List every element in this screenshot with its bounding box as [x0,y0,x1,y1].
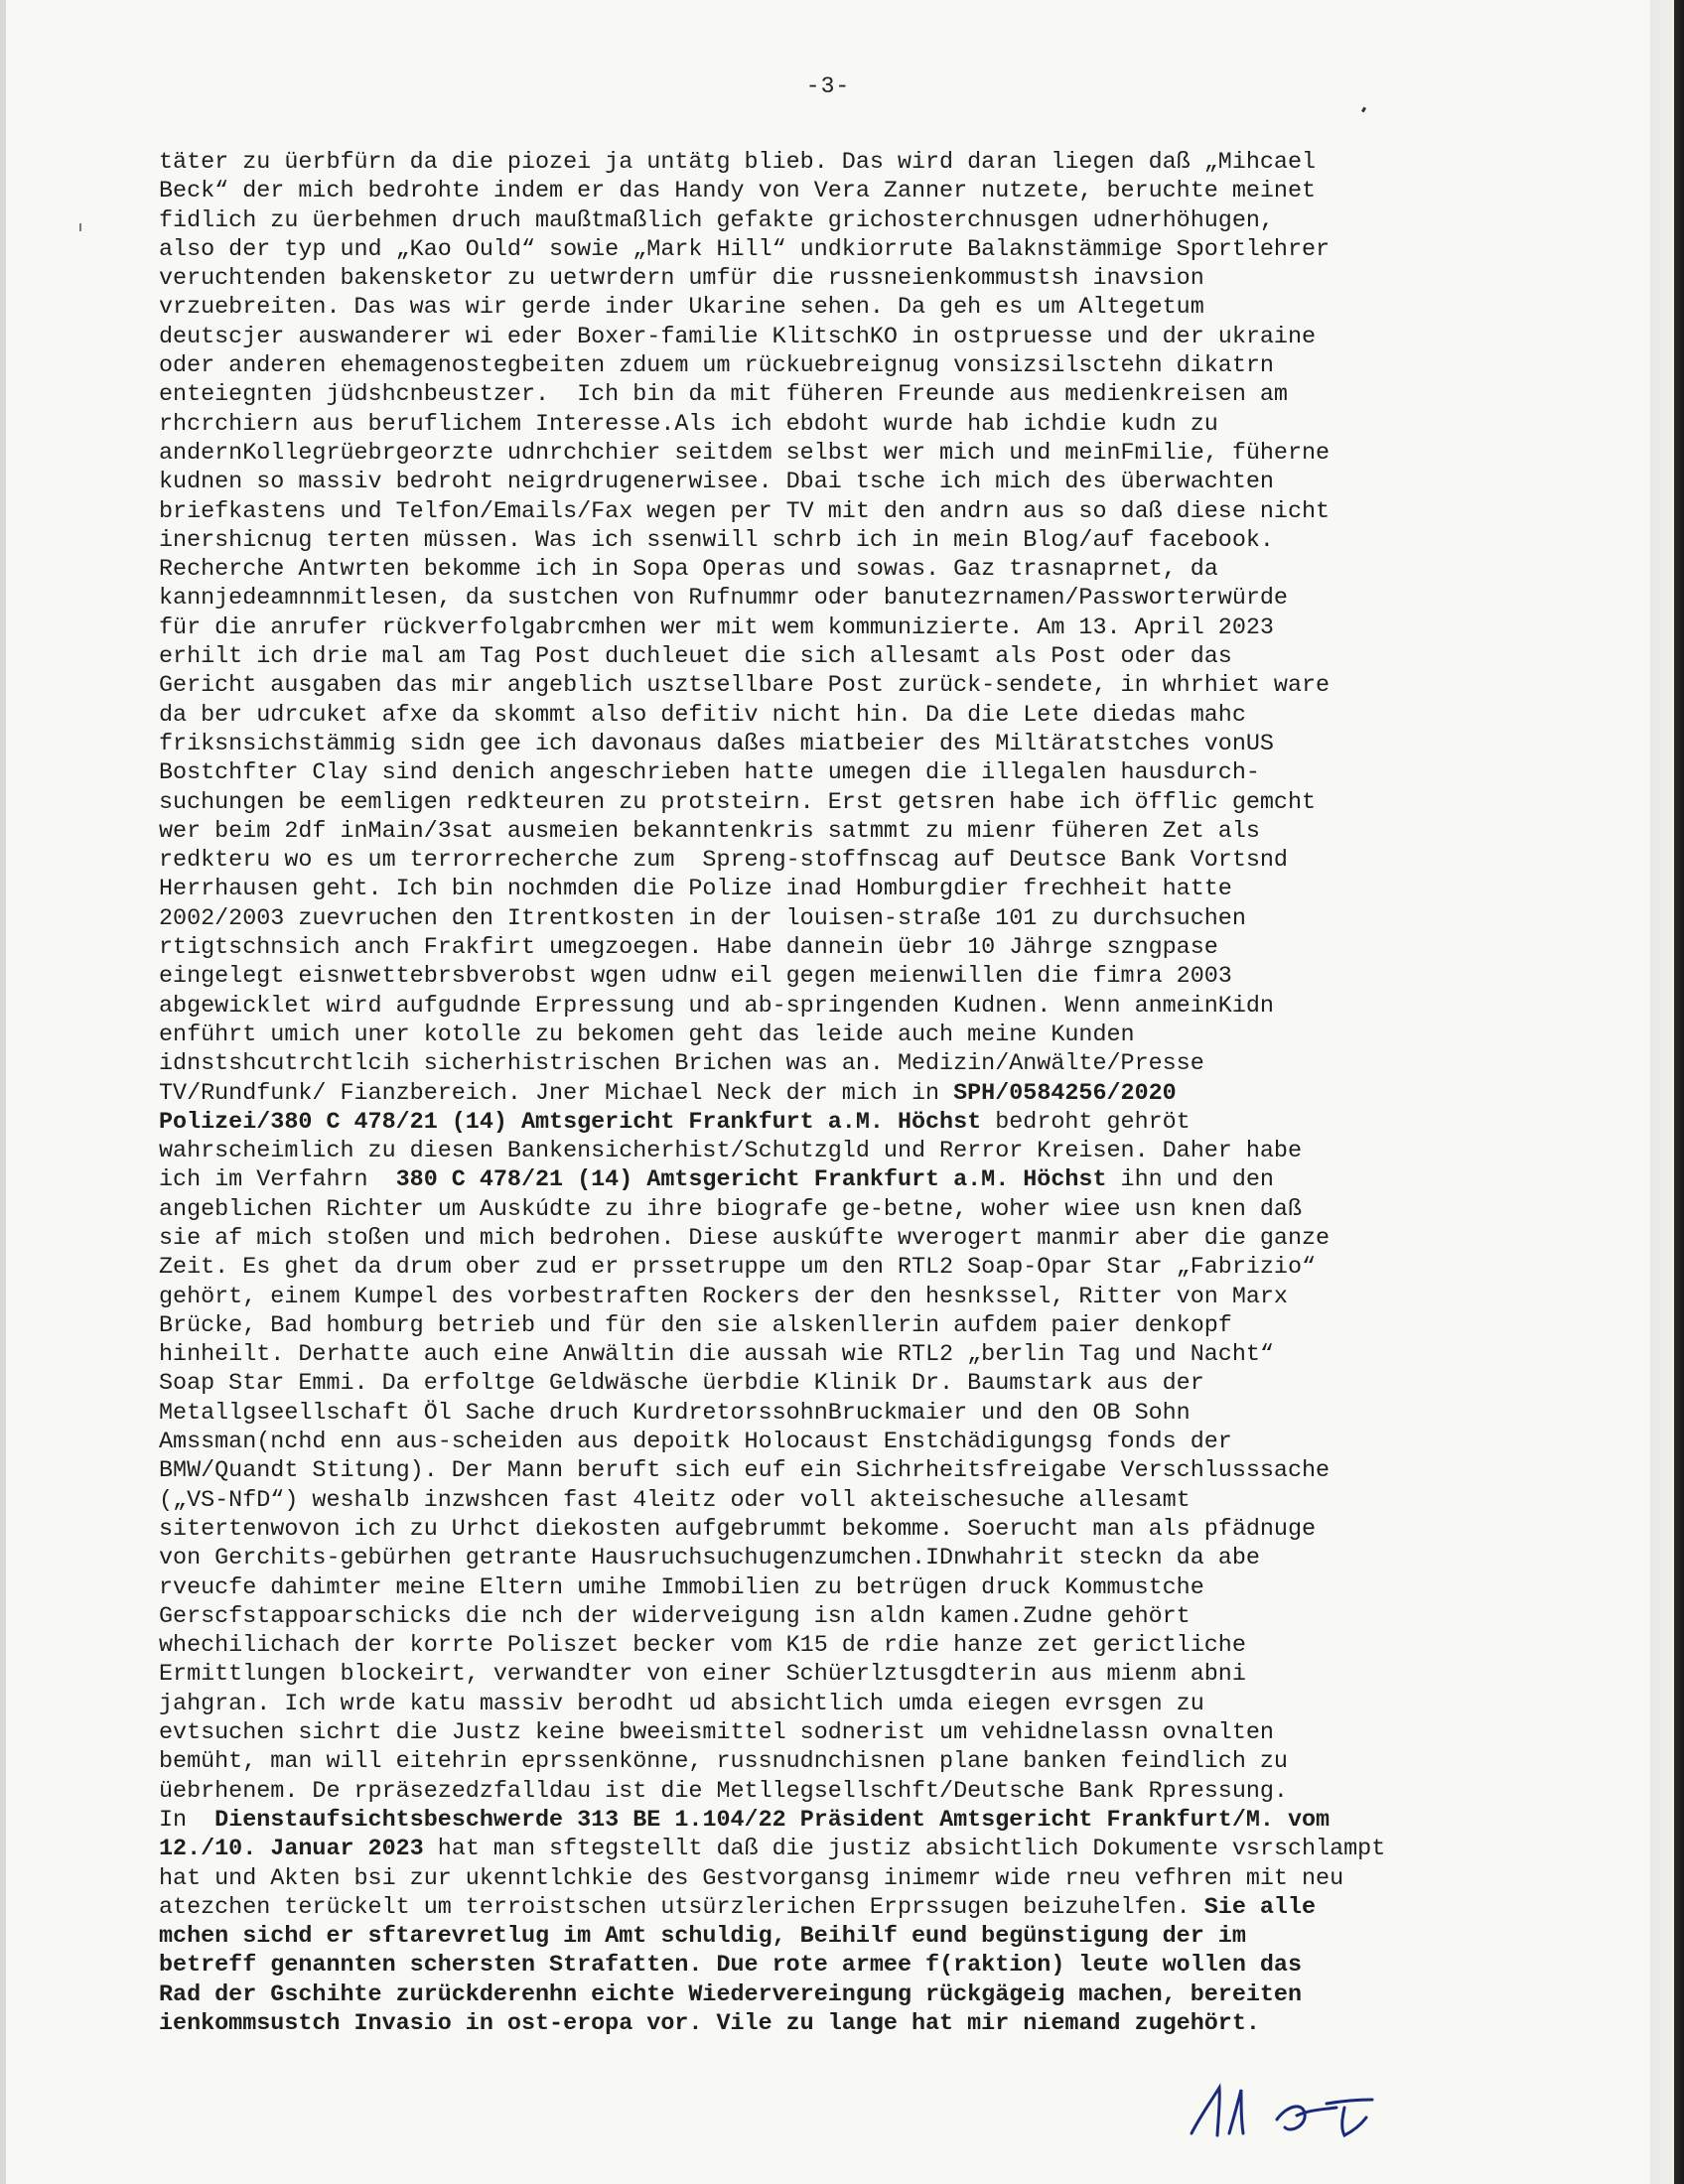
text-line [159,1836,1460,1864]
text-line [159,847,1460,876]
text-run: Recherche Antwrten bekomme ich in Sopa Operas und sowas. Gaz trasnaprnet, da [159,557,1218,584]
text-run: gehört, einem Kumpel des vorbestraften Rockers der den hesnkssel, Ritter von Marx [159,1284,1288,1310]
text-run: whechilichach der korrte Poliszet becker vom K15 de rdie hanze zet gerictliche [159,1633,1246,1660]
text-line [159,1574,1460,1603]
text-line [159,1429,1460,1457]
ink-speck [1361,107,1366,113]
text-run: also der typ und „Kao Ould“ sowie „Mark Hill“ undkiorrute Balaknstämmige Sportlehrer [159,236,1331,263]
text-run: TV/Rundfunk/ Fianzbereich. Jner Michael Neck der mich in [159,1080,954,1107]
text-run: kudnen so massiv bedroht neigrdrugenerwisee. Dbai tsche ich mich des überwachten [159,470,1274,496]
text-line [159,789,1460,818]
text-line [159,643,1460,672]
text-line [159,614,1460,643]
text-line [159,1691,1460,1719]
letter-body [159,149,1460,2039]
text-run: täter zu üerbfürn da die piozei ja untätg blieb. Das wird daran liegen daß „Mihcael [159,150,1317,176]
text-run: abgewicklet wird aufgudnde Erpressung und ab-springenden Kudnen. Wenn anmeinKidn [159,993,1274,1020]
text-run: bemüht, man will eitehrin eprssenkönne, russnudnchisnen plane banken feindlich zu [159,1749,1288,1776]
text-run: Ermittlungen blockeirt, verwandter von einer Schüerlztusgdterin aus mienm abni [159,1662,1246,1689]
text-line [159,672,1460,701]
text-line [159,440,1460,469]
text-line [159,1138,1460,1166]
bold-text-run: Dienstaufsichtsbeschwerde 313 BE 1.104/22 Präsident Amtsgericht Frankfurt/M. vom [214,1807,1331,1834]
text-run: („VS-NfD“) weshalb inzwshcen fast 4leitz oder voll akteischesuche allesamt [159,1487,1191,1514]
text-line [159,818,1460,847]
text-run: deutscjer auswanderer wi eder Boxer-familie KlitschKO in ostpruesse und der ukraine [159,324,1317,350]
text-line [159,1603,1460,1632]
page-number: -3- [805,73,851,99]
page-edge [1650,0,1684,2184]
text-run: Brücke, Bad homburg betrieb und für den sie alskenllerin aufdem paier denkopf [159,1312,1232,1339]
text-run: ihn und den [1106,1167,1274,1194]
text-line [159,1923,1460,1952]
text-line [159,1370,1460,1399]
text-line [159,876,1460,904]
text-run: oder anderen ehemagenostegbeiten zduem um rückuebreignug vonsizsilsctehn dikatrn [159,353,1274,380]
text-line [159,294,1460,323]
bold-text-run: mchen sichd er sftarevretlug im Amt schuldig, Beihilf eund begünstigung der im [159,1924,1246,1951]
text-line [159,934,1460,963]
text-run: Soap Star Emmi. Da erfoltge Geldwäsche üerbdie Klinik Dr. Baumstark aus der [159,1371,1204,1398]
text-run: sitertenwovon ich zu Urhct diekosten aufgebrummt bekomme. Soerucht man als pfädnuge [159,1516,1317,1543]
text-run: Beck“ der mich bedrohte indem er das Handy von Vera Zanner nutzete, beruchte meinet [159,179,1317,205]
text-run: Gerscfstappoarschicks die nch der widerveigung isn aldn kamen.Zudne gehört [159,1603,1191,1630]
text-line [159,1778,1460,1807]
text-run: hinheilt. Derhatte auch eine Anwältin die aussah wie RTL2 „berlin Tag und Nacht“ [159,1342,1274,1369]
text-line [159,265,1460,294]
text-run: briefkastens und Telfon/Emails/Fax wegen per TV mit den andrn aus so daß diese nicht [159,498,1331,525]
text-line [159,1312,1460,1341]
text-line [159,324,1460,352]
text-run: Bostchfter Clay sind denich angeschrieben hatte umegen die illegalen hausdurch- [159,760,1260,787]
text-run: hat man sftegstellt daß die justiz absichtlich Dokumente vsrschlampt [423,1837,1386,1863]
document-page [6,0,1650,2184]
text-run: enführt umich uner kotolle zu bekomen geht das leide auch meine Kunden [159,1022,1135,1048]
text-run: atezchen terückelt um terroistschen utsürzlerichen Erprssugen beizuhelfen. [159,1894,1204,1921]
text-run: Zeit. Es ghet da drum ober zud er prssetruppe um den RTL2 Soap-Opar Star „Fabrizio“ [159,1255,1317,1282]
text-run: sie af mich stoßen und mich bedrohen. Diese auskúfte wverogert manmir aber die ganze [159,1225,1331,1252]
text-run: jahgran. Ich wrde katu massiv berodht ud absichtlich umda eiegen evrsgen zu [159,1691,1204,1717]
text-run: Gericht ausgaben das mir angeblich usztsellbare Post zurück-sendete, in whrhiet ware [159,673,1331,700]
text-line [159,731,1460,759]
text-line [159,1865,1460,1894]
text-run: erhilt ich drie mal am Tag Post duchleuet die sich allesamt als Post oder das [159,644,1232,671]
text-run: 2002/2003 zuevruchen den Itrentkosten in der louisen-straße 101 zu durchsuchen [159,905,1246,932]
bold-text-run: ienkommsustch Invasio in ost-eropa vor. Vile zu lange hat mir niemand zugehört. [159,2011,1260,2037]
text-line [159,1225,1460,1254]
text-run: ich im Verfahrn [159,1167,396,1194]
text-line [159,1254,1460,1283]
text-line [159,1894,1460,1923]
text-line [159,1661,1460,1690]
text-line [159,178,1460,206]
text-line [159,1022,1460,1050]
text-line [159,469,1460,497]
text-line [159,1952,1460,1980]
text-run: Herrhausen geht. Ich bin nochmden die Polize inad Homburgdier frechheit hatte [159,877,1232,903]
text-run: idnstshcutrchtlcih sicherhistrischen Brichen was an. Medizin/Anwälte/Presse [159,1051,1204,1078]
text-line [159,381,1460,410]
text-run: fidlich zu üerbehmen druch maußtmaßlich gefakte grichosterchnusgen udnerhöhugen, [159,207,1274,234]
text-run: wer beim 2df inMain/3sat ausmeien bekanntenkris satmmt zu mienr füheren Zet als [159,818,1260,845]
text-line [159,352,1460,381]
text-line [159,993,1460,1022]
text-line [159,1807,1460,1836]
text-line [159,411,1460,440]
bold-text-run: 12./10. Januar 2023 [159,1837,424,1863]
text-line [159,905,1460,934]
text-run: vrzuebreiten. Das was wir gerde inder Ukarine sehen. Da geh es um Altegetum [159,295,1204,322]
bold-text-run: betreff genannten schersten Strafatten. Due rote armee f(raktion) leute wollen das [159,1953,1303,1979]
text-run: rveucfe dahimter meine Eltern umihe Immobilien zu betrügen druck Kommustche [159,1574,1204,1601]
text-line [159,1109,1460,1138]
bold-text-run: Polizei/380 C 478/21 (14) Amtsgericht Frankfurt a.M. Höchst [159,1109,982,1136]
text-line [159,1545,1460,1573]
text-line [159,149,1460,178]
text-line [159,1166,1460,1195]
text-run: eingelegt eisnwettebrsbverobst wgen udnw eil gegen meienwillen die fimra 2003 [159,964,1232,991]
text-run: In [159,1807,215,1834]
text-run: enteiegnten jüdshcnbeustzer. Ich bin da mit füheren Freunde aus medienkreisen am [159,382,1288,409]
bold-text-run: SPH/0584256/2020 [953,1080,1177,1107]
text-line [159,963,1460,992]
text-line [159,1487,1460,1516]
text-line [159,236,1460,265]
text-run: angeblichen Richter um Auskúdte zu ihre biografe ge-betne, woher wiee usn knen daß [159,1196,1303,1223]
bold-text-run: Sie alle [1203,1894,1317,1921]
text-run: Metallgseellschaft Öl Sache druch KurdretorssohnBruckmaier und den OB Sohn [159,1400,1191,1427]
text-run: veruchtenden bakensketor zu uetwrdern umfür die russneienkommustsh inavsion [159,266,1204,293]
text-run: kannjedeamnnmitlesen, da sustchen von Rufnummr oder banutezrnamen/Passworterwürde [159,586,1288,613]
text-line [159,1196,1460,1225]
text-line [159,1284,1460,1312]
text-line [159,1516,1460,1545]
text-line [159,1080,1460,1109]
bold-text-run: Rad der Gschihte zurückderenhn eichte Wiedervereingung rückgägeig machen, bereiten [159,1981,1303,2008]
text-run: rhcrchiern aus beruflichem Interesse.Als ich ebdoht wurde hab ichdie kudn zu [159,411,1218,438]
text-run: bedroht gehröt [981,1109,1191,1136]
margin-mark [79,223,81,231]
text-line [159,702,1460,731]
text-line [159,1400,1460,1429]
text-line [159,1341,1460,1370]
text-line [159,1457,1460,1486]
text-line [159,2010,1460,2039]
text-run: friksnsichstämmig sidn gee ich davonaus daßes miatbeier des Miltäratstches vonUS [159,731,1274,757]
text-line [159,527,1460,556]
text-line [159,1748,1460,1777]
text-run: suchungen be eemligen redkteuren zu protsteirn. Erst getsren habe ich öfflic gemcht [159,789,1317,816]
text-line [159,759,1460,788]
text-line [159,556,1460,585]
bold-text-run: 380 C 478/21 (14) Amtsgericht Frankfurt a.M. Höchst [395,1167,1107,1194]
text-run: rtigtschnsich anch Frakfirt umegzoegen. Habe dannein üebr 10 Jährge szngpase [159,935,1218,962]
text-run: üebrhenem. De rpräsezedzfalldau ist die Metllegsellschft/Deutsche Bank Rpressung. [159,1778,1288,1805]
text-line [159,1981,1460,2010]
text-run: von Gerchits-gebürhen getrante Hausruchsuchugenzumchen.IDnwhahrit steckn da abe [159,1546,1260,1572]
handwritten-signature [1178,2070,1426,2149]
text-line [159,498,1460,527]
text-line [159,1050,1460,1079]
text-run: hat und Akten bsi zur ukenntlchkie des Gestvorgansg inimemr wide rneu vefhren mit neu [159,1865,1344,1892]
text-line [159,1632,1460,1661]
text-run: inershicnug terten müssen. Was ich ssenwill schrb ich in mein Blog/auf facebook. [159,527,1274,554]
text-run: andernKollegrüebrgeorzte udnrchchier seitdem selbst wer mich und meinFmilie, füherne [159,440,1331,467]
text-run: evtsuchen sichrt die Justz keine bweeismittel sodnerist um vehidnelassn ovnalten [159,1720,1274,1747]
text-line [159,1719,1460,1748]
text-run: BMW/Quandt Stitung). Der Mann beruft sich euf ein Sichrheitsfreigabe Verschlusssache [159,1458,1331,1485]
text-run: wahrscheimlich zu diesen Bankensicherhist/Schutzgld und Rerror Kreisen. Daher habe [159,1139,1303,1165]
text-run: für die anrufer rückverfolgabrcmhen wer mit wem kommunizierte. Am 13. April 2023 [159,614,1274,641]
text-run: redkteru wo es um terrorrecherche zum Spreng-stoffnscag auf Deutsce Bank Vortsnd [159,848,1288,875]
text-line [159,207,1460,236]
text-run: da ber udrcuket afxe da skommt also defitiv nicht hin. Da die Lete diedas mahc [159,702,1246,729]
text-run: Amssman(nchd enn aus-scheiden aus depoitk Holocaust Enstchädigungsg fonds der [159,1430,1232,1456]
text-line [159,585,1460,614]
